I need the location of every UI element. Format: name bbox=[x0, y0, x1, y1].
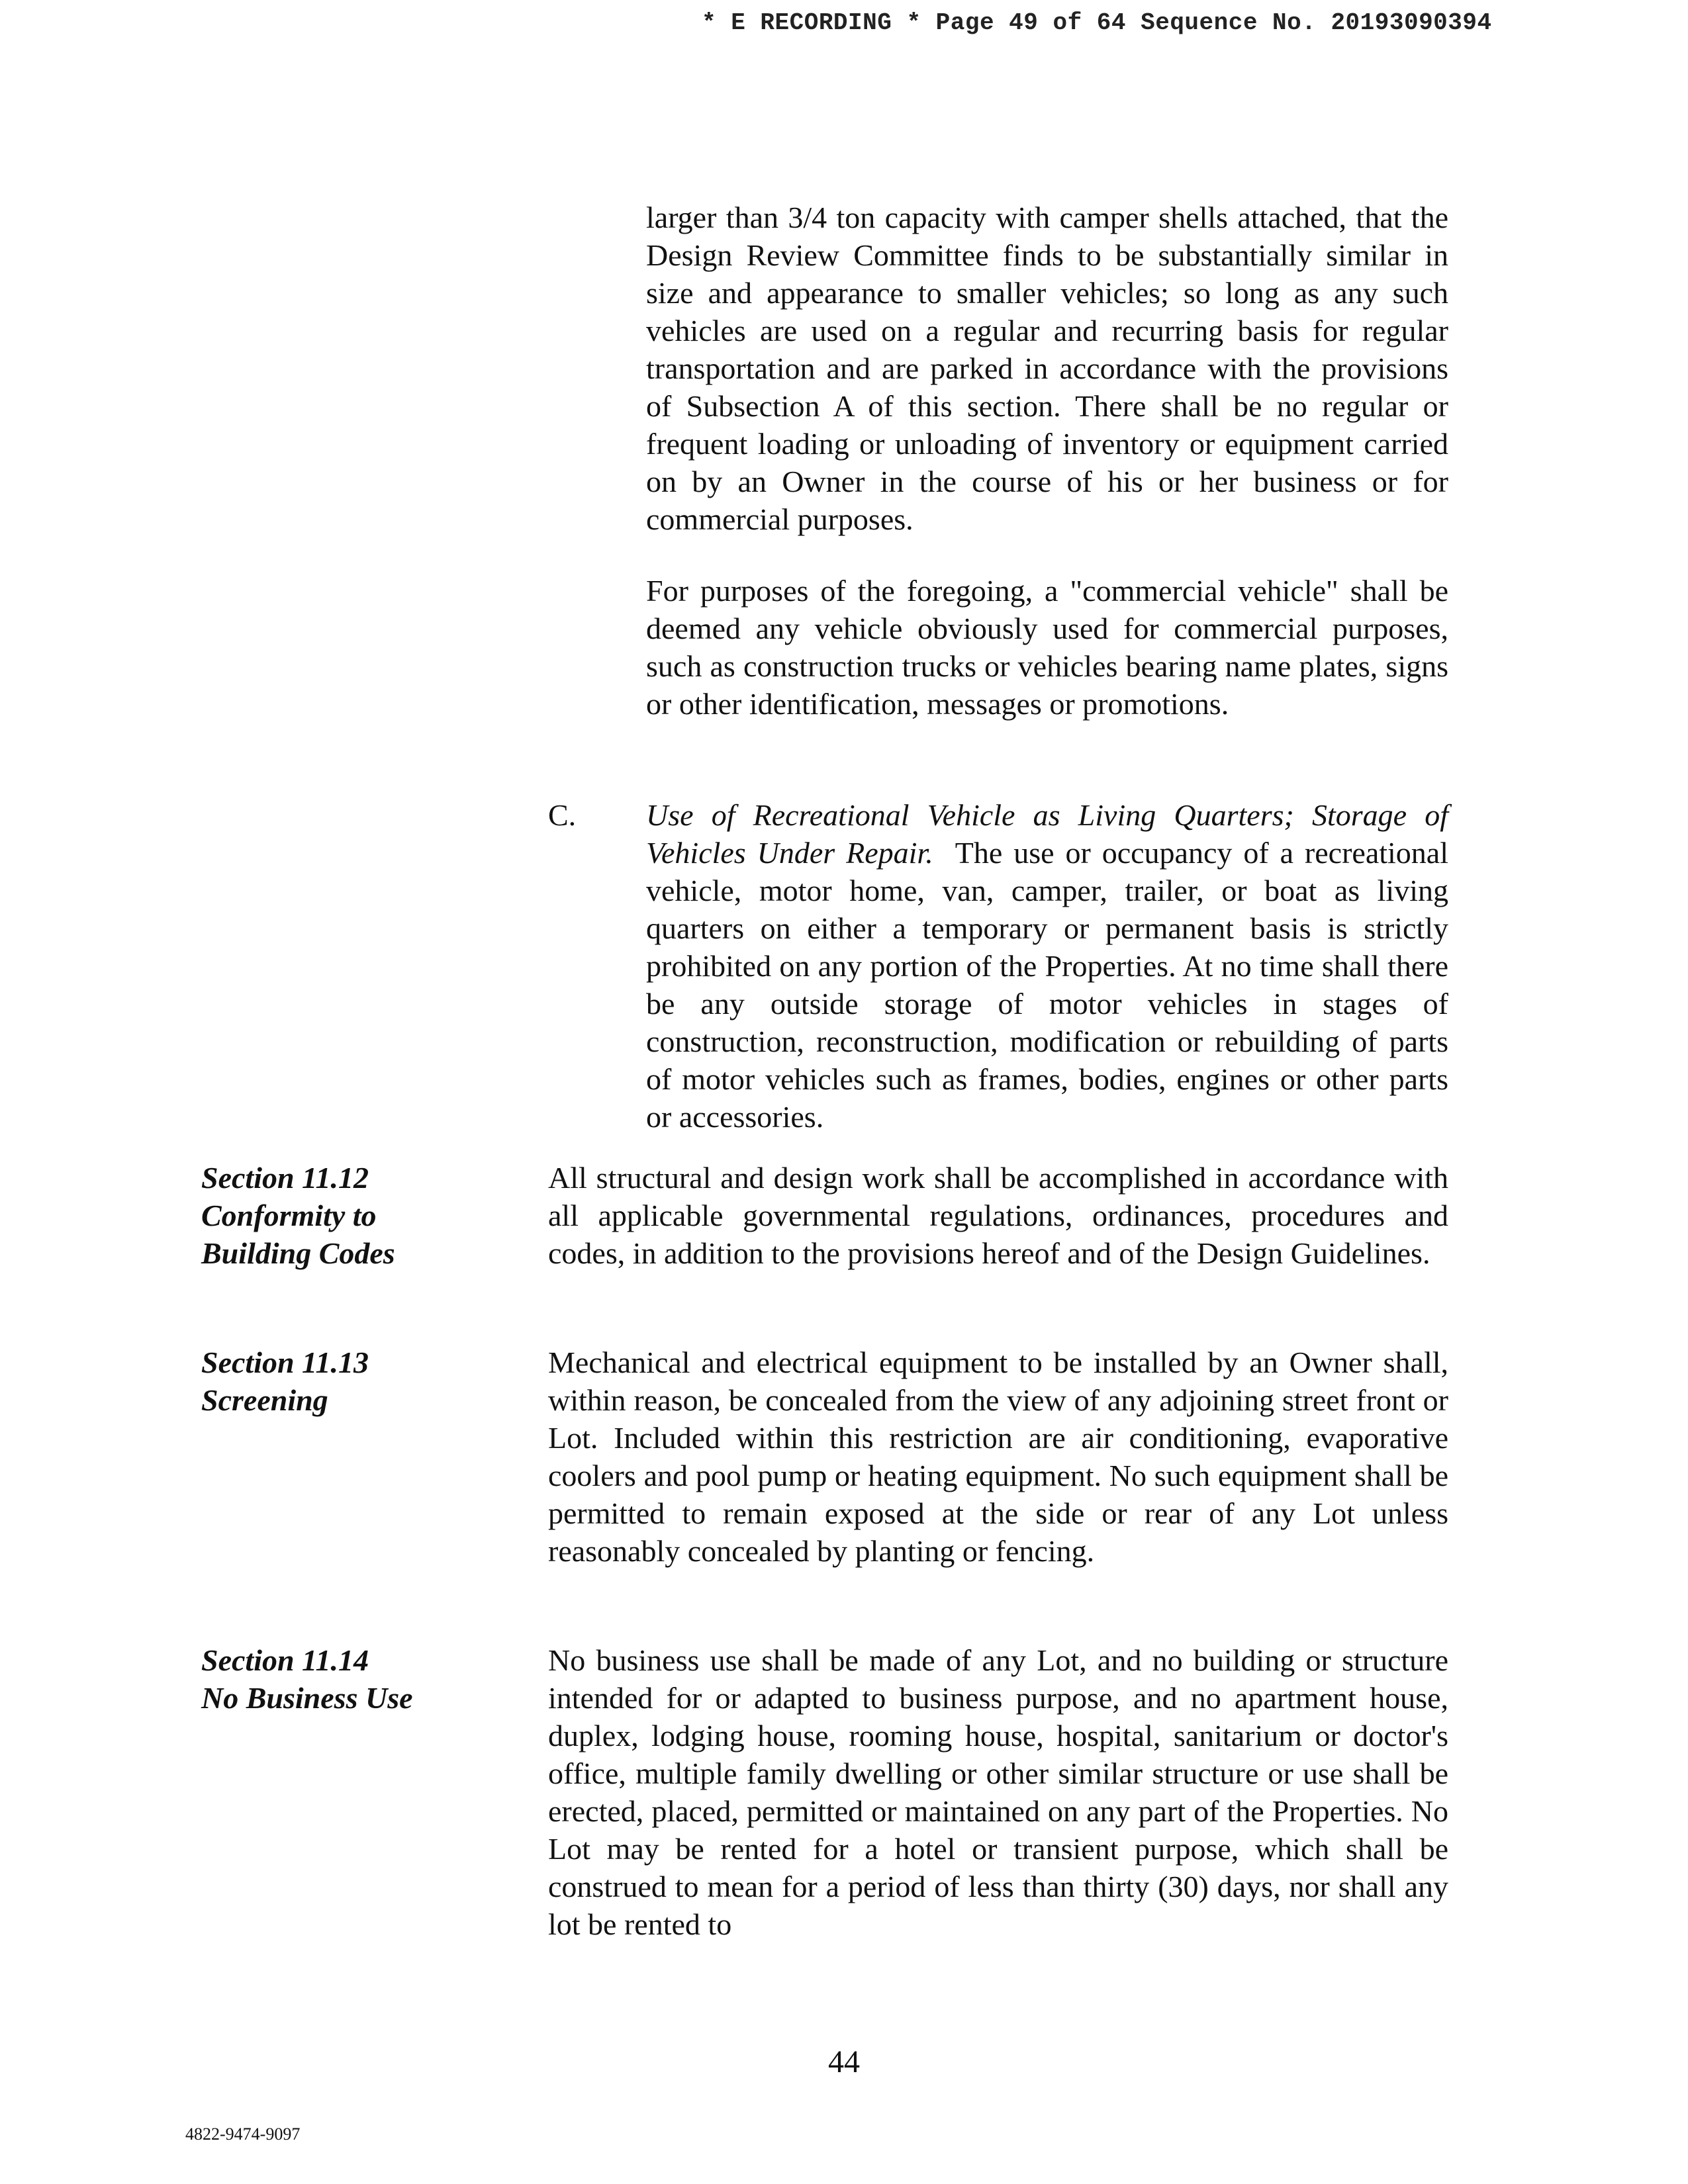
continued-paragraph-2: For purposes of the foregoing, a "commercial vehicle" shall be deemed any vehicle obviously used for commercial purposes, such as construction trucks or vehicles bearing name plates, signs or other identification, messages or promotions. bbox=[646, 574, 1448, 721]
item-c-text: The use or occupancy of a recreational vehicle, motor home, van, camper, trailer, or boat as living quarters on either a temporary or permanent basis is strictly prohibited on any portion of the Properties. At no time shall there be any outside storage of motor vehicles in stages of construction, reconstruction, modification or rebuilding of parts of motor vehicles such as frames, bodies, engines or other parts or accessories. bbox=[646, 836, 1448, 1134]
section-11-12-heading bbox=[201, 1159, 479, 1272]
continued-paragraph-1: larger than 3/4 ton capacity with camper shells attached, that the Design Review Committee finds to be substantially similar in size and appearance to smaller vehicles; so long as any such vehicles are used on a regular and recurring basis for regular transportation and are parked in accordance with the provisions of Subsection A of this section. There shall be no regular or frequent loading or unloading of inventory or equipment carried on by an Owner in the course of his or her business or for commercial purposes. bbox=[646, 201, 1448, 536]
item-c-label: C. bbox=[548, 798, 577, 832]
section-number: Section 11.13 bbox=[201, 1345, 369, 1379]
recording-header: * E RECORDING * Page 49 of 64 Sequence No. 20193090394 bbox=[702, 9, 1492, 36]
section-number: Section 11.12 bbox=[201, 1161, 369, 1195]
section-11-13-heading bbox=[201, 1343, 479, 1419]
document-id: 4822-9474-9097 bbox=[185, 2124, 301, 2144]
section-11-12-text: All structural and design work shall be accomplished in accordance with all applicable governmental regulations, ordinances, procedures and codes, in addition to the provisions hereof and of the Design Guidelines. bbox=[548, 1161, 1448, 1270]
section-11-14-heading bbox=[201, 1641, 479, 1717]
section-title-line: Screening bbox=[201, 1383, 328, 1417]
section-title-line: Conformity to bbox=[201, 1199, 377, 1232]
item-c-heading: Use of Recreational Vehicle as Living Quarters; Storage of Vehicles Under Repair. bbox=[646, 798, 1448, 870]
section-number: Section 11.14 bbox=[201, 1643, 369, 1677]
item-c-paragraph bbox=[646, 796, 1448, 1136]
section-11-14-text: No business use shall be made of any Lot, and no building or structure intended for or adapted to business purpose, and no apartment house, duplex, lodging house, rooming house, hospital, sanitarium or doctor's office, multiple family dwelling or other similar structure or use shall be erected, placed, permitted or maintained on any part of the Properties. No Lot may be rented for a hotel or transient purpose, which shall be construed to mean for a period of less than thirty (30) days, nor shall any lot be rented to bbox=[548, 1643, 1448, 1941]
section-title-line: No Business Use bbox=[201, 1681, 413, 1715]
section-11-13-text: Mechanical and electrical equipment to be installed by an Owner shall, within reason, be concealed from the view of any adjoining street front or Lot. Included within this restriction are air conditioning, evaporative coolers and pool pump or heating equipment. No such equipment shall be permitted to remain exposed at the side or rear of any Lot unless reasonably concealed by planting or fencing. bbox=[548, 1345, 1448, 1568]
page-number: 44 bbox=[828, 2044, 860, 2079]
section-title-line: Building Codes bbox=[201, 1236, 395, 1270]
